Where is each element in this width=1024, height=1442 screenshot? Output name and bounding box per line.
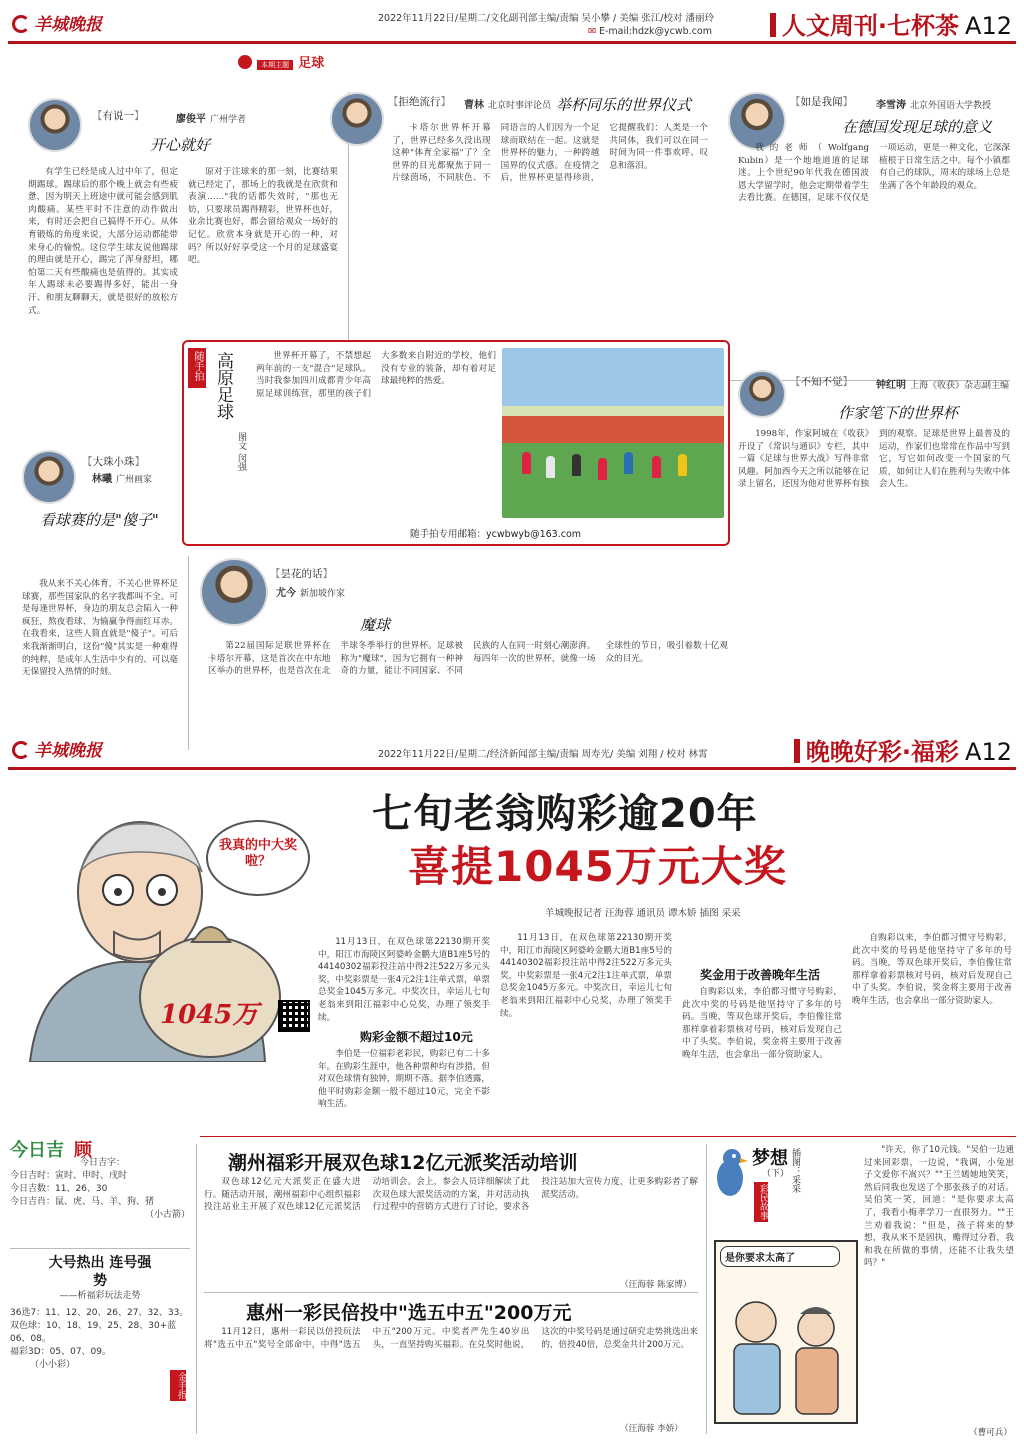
news1-title: 潮州福彩开展双色球12亿元派奖活动培训 [228, 1152, 578, 1174]
email-icon: ✉ [588, 26, 596, 37]
author-portrait-c2 [330, 92, 384, 146]
column-title-c2: 举杯同乐的世界仪式 [556, 96, 692, 114]
photo-feature-text: 世界杯开幕了，不禁想起两年前的一支"混合"足球队。当时我参加四川成都青少年高原足球训练营，那里的孩子们大多数来自附近的学校，他们没有专业的装备，却有着对足球最纯粹的热爱。 [256, 351, 496, 399]
daily-luck-source: （小古箭） [144, 1210, 190, 1220]
old-man-illustration [10, 782, 310, 1062]
issue-meta: 2022年11月22日/星期二/经济新闻部主编/责编 周寿光/ 美编 刘翔 / 校对 林霄 [378, 749, 708, 760]
news1-signature: （汪海蓉 陈家博） [620, 1280, 692, 1290]
photo-feature-title: 高原足球 [213, 352, 233, 420]
heading-bar [770, 13, 776, 37]
author-portrait-c5 [200, 558, 268, 626]
column-body-c1b: 原对于注球来的那一刻，比赛结果就已经定了，那场上的我就是在欣赏和表演……"我的话都失效时，"那也无妨，只要球员踢得精彩，世界杯也好，业余比赛也好，都会留给观众一场好的记忆。欣赏本身就是开心的一种，对吗？所以好好享受这一个月的足球盛宴吧。 [188, 167, 338, 266]
author-portrait-c4 [22, 450, 76, 504]
heading-bar [794, 739, 800, 763]
divider [204, 1292, 698, 1293]
divider [196, 1144, 197, 1434]
speech-bubble: 我真的中大奖啦？ [206, 820, 310, 896]
theme-label: 足球 [298, 56, 325, 71]
photo-feature-email: 随手拍专用邮箱：ycwbwyb@163.com [410, 529, 582, 540]
story-box [710, 1144, 1016, 1436]
hot-ssq2: 双色球：10、18、19、25、28、30+蓝06、08。 [10, 1321, 177, 1344]
news1-body: 双色球12亿元大派奖正在盛大进行。随活动开展，潮州福彩中心组织福彩投注站业主开展了双色球12亿元派奖活动培训会。会上，参会人员详细解读了此次双色球大派奖活动的方案，并对活动执行过程中的营销方式进行了讨论，要求各投注站加大宣传力度，让更多购彩者了解派奖活动。 [204, 1177, 698, 1213]
photo-kids-football [502, 348, 724, 518]
prize-on-bag: 1045万 [160, 1000, 259, 1030]
hot-numbers-box [10, 1254, 190, 1434]
column-tag-c3: 【如是我闻】 [790, 96, 853, 108]
column-body-c5: 第22届国际足联世界杯在卡塔尔开幕，这是首次在中东地区举办的世界杯，也是首次在北半球冬季举行的世界杯。足球被称为"魔球"，因为它拥有一种神奇的力量，能让不同国家、不同民族的人在同一时刻心潮澎湃。每四年一次的世界杯，就像一场全球性的节日，吸引着数十亿观众的目光。 [208, 641, 728, 677]
column-tag-c6: 【不知不觉】 [790, 376, 853, 388]
section-heading: 晚晚好彩·福彩 A12 [794, 732, 1012, 767]
news2-title: 惠州一彩民倍投中"选五中五"200万元 [246, 1302, 572, 1324]
column-tag-c5: 【昙花的话】 [270, 568, 333, 580]
author-portrait-c6 [738, 370, 786, 418]
news2-body: 11月12日，惠州一彩民以倍投玩法将"选五中五"奖号全部命中，中得"选五中五"200万元。中奖者严先生40岁出头，一直坚持购买福彩。在兑奖时他说，这次的中奖号码是通过研究走势挑选出来的，倍投40倍，总奖金共计200万元。 [204, 1327, 698, 1350]
photo-kid [572, 454, 581, 476]
column-author-c5: 尤今 新加坡作家 [276, 588, 346, 599]
story-title: 梦想 [752, 1148, 788, 1169]
author-portrait-c1 [28, 98, 82, 152]
section-email: ✉ E-mail:hdzk@ycwb.com [588, 26, 712, 37]
photo-kid [598, 458, 607, 480]
article-byline: 羊城晚报记者 汪海蓉 通讯员 谭木娇 插图 采采 [545, 908, 741, 919]
newspaper-logo: 羊城晚报 [12, 736, 102, 761]
photo-kid [522, 452, 531, 474]
hot-stamp: 金手指 [170, 1370, 186, 1401]
photo-kid [652, 456, 661, 478]
theme-tag: 本期主题 [257, 60, 293, 70]
pin-icon [238, 55, 252, 69]
column-body-c6: 1998年，作家阿城在《收获》开设了《常识与通识》专栏，其中一篇《足球与世界大战》写得非常风趣。阿加西今天之所以能够在记录上留名，还因为他对世界杯有独到的观察。足球是世界上最普及的运动，作家们也常常在作品中写到它，写它如何改变一个国家的气质，如何让人们在胜利与失败中体会人生。 [738, 429, 1010, 490]
headline-line1: 七旬老翁购彩逾20年 [372, 791, 758, 837]
main-article-part2b: 自购彩以来，李伯都习惯守号购彩，此次中奖的号码是他坚持守了多年的号码。当晚，等双色球开奖后，李伯像往常那样拿着彩票核对号码，核对后发现自己中了头奖。李伯说，奖金将主要用于改善晚年生活，也会拿出一部分资助家人。 [852, 933, 1012, 1006]
photo-kid [546, 456, 555, 478]
main-article-lead: 11月13日，在双色球第22130期开奖中，阳江市海陵区阿婆岭金鹏大道B1座5号的44140302福彩投注站中得2注522万多元头奖，中奖彩票是一张4元2注1注单式票，单票总奖金1045万多元。中奖次日，幸运儿七旬老翁来到阳江福彩中心兑奖，办理了领奖手续。 [318, 937, 490, 1023]
headline-line2: 喜提1045万元大奖 [408, 842, 787, 891]
daily-luck-nums: 今日吉数：11、26、30 [10, 1184, 108, 1194]
top-masthead [8, 6, 1016, 44]
divider [10, 1248, 190, 1249]
section-heading: 人文周刊·七杯茶 A12 [770, 6, 1012, 41]
story-illustrator: 插图：采采 [790, 1148, 800, 1193]
column-tag-c1: 【有说一】 [92, 110, 145, 122]
column-tag-c4: 【大珠小珠】 [82, 456, 145, 468]
story-signature: （曹可兵） [969, 1428, 1012, 1438]
divider [706, 1144, 707, 1434]
logo-mark-icon [12, 15, 30, 33]
newspaper-logo: 羊城晚报 [12, 10, 102, 35]
bird-drawing [710, 1144, 750, 1204]
column-author-c1: 廖俊平 广州学者 [176, 114, 247, 125]
hot-fc3d: 福彩3D：05、07、09。 [10, 1347, 112, 1357]
theme-badge [238, 52, 324, 71]
hot-title: 大号热出 连号强势 [48, 1255, 152, 1289]
main-article-part2: 自购彩以来，李伯都习惯守号购彩，此次中奖的号码是他坚持守了多年的号码。当晚，等双色球开奖后，李伯像往常那样拿着彩票核对号码，核对后发现自己中了头奖。李伯说，奖金将主要用于改善晚年生活，也会拿出一部分资助家人。 [682, 987, 842, 1060]
photo-feature-box [182, 340, 730, 546]
daily-luck-time: 今日吉时：寅时、申时、戌时 [10, 1171, 128, 1181]
hot-source: （小小彩） [30, 1360, 76, 1370]
column-body-c4: 我从来不关心体育，不关心世界杯足球赛，那些国家队的名字我都叫不全。可是每逢世界杯，身边的朋友总会陷入一种疯狂，熬夜看球、为输赢争得面红耳赤。在我看来，这些人简直就是"傻子"。可后来我渐渐明白，这份"傻"其实是一种难得的纯粹，是成年人生活中少有的、可以毫无保留投入热情的时刻。 [22, 579, 178, 678]
story-cartoon [714, 1240, 858, 1424]
issue-meta: 2022年11月22日/星期二/文化副刊部主编/责编 吴小攀 / 美编 张江/校对 潘丽玲 [378, 13, 714, 24]
column-author-c6: 钟红明 上海《收获》杂志副主编 [876, 380, 1010, 391]
divider [200, 1136, 1016, 1137]
daily-luck-title: 今日吉 顾 [10, 1140, 92, 1161]
column-author-c3: 李雪涛 北京外国语大学教授 [876, 100, 992, 111]
photo-feature-label: 随手拍 [188, 348, 206, 388]
column-body-c1: 有学生已经是成人过中年了，但定期踢球。踢球后的那个晚上就会有些疲惫，因为明天上班途中就可能会感到肌肉酸痛。某些平时不注意的动作做出来，有时还会把自己搞得不开心。从体育锻炼的角度来说，大部分运动都能带来身心的愉悦。这位学生球友说他踢球的理由就是开心，踢完了浑身舒坦，哪怕第二天有些酸痛也是值得的。其实成年人踢球未必要踢得多好，能出一身汗、和朋友聊聊天，就是很好的放松方式。 [28, 167, 178, 316]
photo-feature-credit: 图文 闵强 [236, 432, 246, 471]
logo-mark-icon [12, 741, 30, 759]
column-title-c6: 作家笔下的世界杯 [838, 404, 959, 422]
column-title-c4: 看球赛的是"傻子" [40, 511, 159, 529]
column-author-c4: 林曦 广州画家 [92, 474, 153, 485]
daily-luck-animals: 今日吉肖：鼠、虎、马、羊、狗、猪 [10, 1197, 155, 1207]
column-tag-c2: 【拒绝流行】 [388, 96, 451, 108]
story-part: （下） [762, 1169, 790, 1179]
divider [188, 556, 189, 750]
story-tag: 彩民故事 [754, 1182, 768, 1222]
daily-luck-date-label: 今日吉字： [80, 1158, 126, 1168]
column-body-c2: 卡塔尔世界杯开幕了，世界已经多久没出现这种"体育全家福"了？全世界的目光都聚焦于同一片绿茵场，不同肤色、不同语言的人们因为一个足球而联结在一起。这就是世界杯的魅力，一种跨越国界的仪式感。在疫情之后，世界杯更显得珍贵，它提醒我们：人类是一个共同体，我们可以在同一时间为同一件事欢呼、叹息和落泪。 [392, 123, 708, 184]
news2-signature: （汪海蓉 李娇） [620, 1424, 683, 1434]
main-article-part1: 李伯是一位福彩老彩民，购彩已有二十多年。在购彩生涯中，他各种票种均有涉猎，但对双色球情有独钟，期期不落。据李伯透露，他平时购彩金额一般不超过10元，完全不影响生活。 [318, 1049, 490, 1110]
column-author-c2: 曹林 北京时事评论员 [464, 100, 552, 111]
subhead-2: 奖金用于改善晚年生活 [700, 968, 821, 982]
column-title-c1: 开心就好 [150, 136, 211, 154]
qr-code[interactable] [278, 1000, 310, 1032]
main-article-part1b: 11月13日，在双色球第22130期开奖中，阳江市海陵区阿婆岭金鹏大道B1座5号的44140302福彩投注站中得2注522万多元头奖，中奖彩票是一张4元2注1注单式票，单票总奖金1045万多元。中奖次日，幸运儿七旬老翁来到阳江福彩中心兑奖，办理了领奖手续。 [500, 933, 672, 1019]
subhead-1: 购彩金额不超过10元 [360, 1030, 473, 1044]
story-cartoon-bubble: 是你要求太高了 [720, 1246, 840, 1267]
column-body-c3: 我的老师（Wolfgang Kubin）是一个地地道道的足球迷。上个世纪90年代我在德国波恩大学留学时，他会定期带着学生去看比赛。在德国，足球不仅仅是一项运动，更是一种文化，它深深植根于日常生活之中。每个小镇都有自己的球队，周末的球场上总是坐满了各个年龄段的观众。 [738, 143, 1010, 204]
column-title-c3: 在德国发现足球的意义 [842, 118, 993, 136]
bottom-masthead [8, 732, 1016, 770]
daily-luck-box [10, 1140, 190, 1240]
column-title-c5: 魔球 [360, 616, 391, 634]
hot-subtitle: ——析福彩玩法走势 [59, 1291, 141, 1301]
photo-kid [624, 452, 633, 474]
hot-ssq: 36选7：11、12、20、26、27、32、33。 [10, 1308, 189, 1318]
story-text: "许天，你了10元钱。"吴伯一边通过来回彩票，一边说，"我调，小兔崽子文爱你不嵩兴？""王兰嫣她地笑笑，然后同我也发送了个那张孩子的对话。吴伯笑一笑，回道："是你要求太高了，我看小梅孝学刀一直很努力。""王兰劝着我说："但是，孩子将来的梦想，我从来不是固执，赡得过分看，我和我在所做的事情，还能不让我失望吗？" [864, 1145, 1014, 1269]
cartoon-figures [716, 1272, 856, 1422]
photo-kid [678, 454, 687, 476]
story-bird-icon [710, 1144, 750, 1204]
